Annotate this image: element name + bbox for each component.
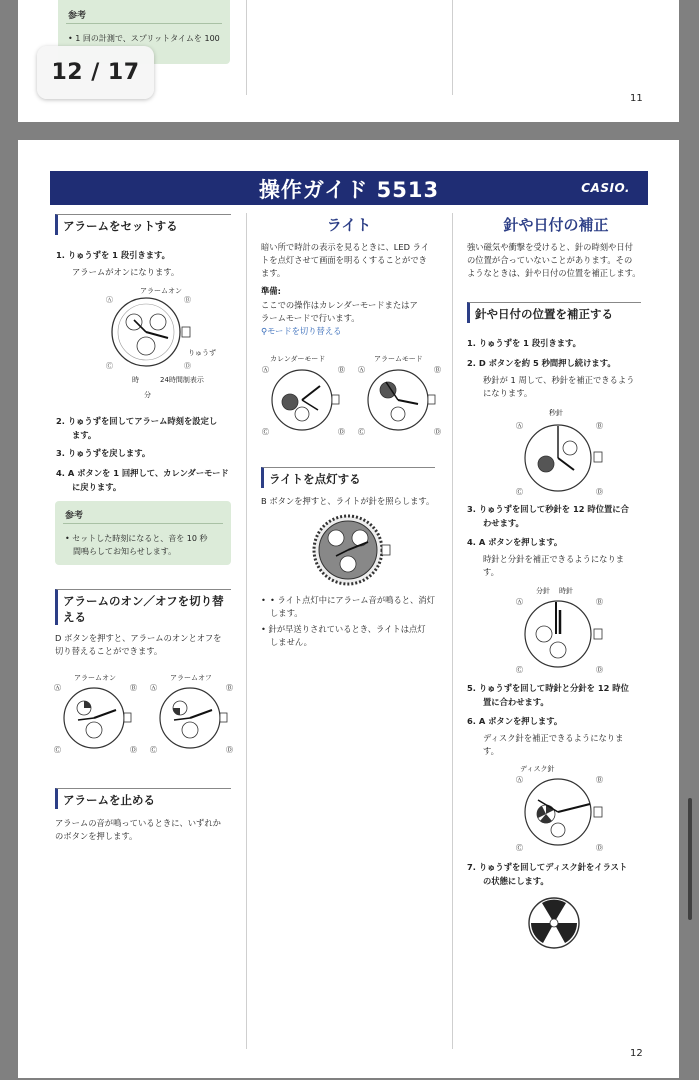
scrollbar-thumb[interactable] [688, 798, 692, 920]
svg-text:Ⓒ: Ⓒ [262, 428, 269, 436]
step-2-detail: になります。 [483, 388, 533, 398]
step-2: 2. りゅうずを回してアラーム時刻を設定し [56, 416, 218, 426]
section-heading-alarm-onoff [55, 589, 231, 625]
note-text: 間鳴らしてお知らせします。 [73, 547, 177, 556]
body-text: 強い磁気や衝撃を受けると、針の時刻や日付 [467, 242, 633, 252]
page-number: 11 [630, 93, 643, 104]
step-4: 4. A ボタンを押します。 [467, 537, 563, 547]
note-title: 参考 [65, 511, 84, 521]
svg-text:Ⓓ: Ⓓ [130, 746, 137, 754]
watch-illustration-alarm-mode [358, 364, 442, 440]
column-heading-hand-correction: 針や日付の補正 [503, 216, 609, 234]
note-box [55, 501, 231, 565]
svg-text:Ⓒ: Ⓒ [516, 844, 523, 852]
figure-label: 分 [144, 391, 151, 399]
page-title: 操作ガイド 5513 [258, 178, 440, 202]
figure-label: ディスク針 [520, 765, 555, 773]
section-heading-alarm-stop: アラームを止める [55, 788, 231, 809]
step-6-detail: ディスク針を補正できるようになりま [483, 733, 624, 743]
svg-text:Ⓑ: Ⓑ [338, 366, 345, 374]
svg-text:Ⓐ: Ⓐ [516, 598, 523, 606]
figure-label: アラームオン [74, 674, 116, 682]
prep-title: 準備: [261, 286, 281, 296]
body-text: ここでの操作はカレンダーモードまたはア [261, 300, 418, 310]
step-4-cont: に戻ります。 [72, 482, 122, 492]
figure-label: カレンダーモード [270, 355, 326, 363]
section-heading-alarm-set: アラームをセットする [55, 214, 231, 235]
step-3: 3. りゅうずを戻します。 [56, 448, 151, 458]
heading-line: える [63, 610, 86, 624]
svg-text:Ⓑ: Ⓑ [434, 366, 441, 374]
body-text: アラームの音が鳴っているときに、いずれか [55, 818, 221, 828]
figure-label: 24時間制表示 [160, 376, 204, 384]
svg-text:Ⓒ: Ⓒ [358, 428, 365, 436]
svg-text:Ⓒ: Ⓒ [516, 488, 523, 496]
bullet-text: • ライト点灯中にアラーム音が鳴ると、消灯 [270, 595, 435, 605]
page-counter: 12 / 17 [37, 46, 154, 99]
step-7: 7. りゅうずを回してディスク針をイラスト [467, 862, 628, 872]
note-text: • セットした時刻になると、音を 10 秒 [65, 534, 208, 543]
step-3: 3. りゅうずを回して秒針を 12 時位置に合 [467, 504, 629, 514]
bullet-cont: しません。 [270, 637, 312, 647]
svg-text:Ⓓ: Ⓓ [596, 488, 603, 496]
step-6: 6. A ボタンを押します。 [467, 716, 563, 726]
svg-text:Ⓒ: Ⓒ [516, 666, 523, 674]
figure-label: 時 [132, 376, 139, 384]
step-4-detail: す。 [483, 567, 499, 577]
step-7-cont: の状態にします。 [483, 876, 549, 886]
step-1-detail: アラームがオンになります。 [72, 267, 180, 277]
svg-text:Ⓐ: Ⓐ [106, 296, 113, 304]
figure-label: アラームオフ [170, 674, 212, 682]
body-text: D ボタンを押すと、アラームのオンとオフを [55, 633, 222, 643]
watch-illustration-light [306, 512, 396, 592]
figure-label: 時針 [559, 587, 573, 595]
link-text: モードを切り替える [267, 326, 342, 336]
svg-text:Ⓐ: Ⓐ [150, 684, 157, 692]
svg-text:Ⓑ: Ⓑ [596, 776, 603, 784]
body-text: 暗い所で時計の表示を見るときに、LED ライ [261, 242, 429, 252]
search-icon: ⚲ [261, 326, 268, 336]
svg-text:Ⓑ: Ⓑ [596, 422, 603, 430]
column-divider [246, 0, 247, 95]
step-5: 5. りゅうずを回して時針と分針を 12 時位 [467, 683, 629, 693]
watch-illustration-disk-hand [516, 774, 608, 856]
step-5-cont: 置に合わせます。 [483, 697, 549, 707]
svg-text:Ⓓ: Ⓓ [596, 844, 603, 852]
svg-text:Ⓓ: Ⓓ [226, 746, 233, 754]
svg-text:Ⓓ: Ⓓ [596, 666, 603, 674]
mode-switch-link[interactable] [261, 325, 341, 338]
section-heading-hand-position: 針や日付の位置を補正する [467, 302, 641, 323]
header-banner [50, 171, 648, 205]
column-divider [452, 213, 453, 1049]
svg-text:Ⓒ: Ⓒ [150, 746, 157, 754]
watch-illustration-second-hand [516, 418, 608, 500]
svg-text:Ⓓ: Ⓓ [434, 428, 441, 436]
svg-text:Ⓑ: Ⓑ [184, 296, 191, 304]
svg-text:Ⓑ: Ⓑ [130, 684, 137, 692]
body-text: のボタンを押します。 [55, 831, 138, 841]
svg-text:Ⓒ: Ⓒ [54, 746, 61, 754]
svg-text:Ⓓ: Ⓓ [184, 362, 191, 370]
svg-text:Ⓑ: Ⓑ [596, 598, 603, 606]
heading-line: アラームのオン／オフを切り替 [63, 594, 224, 608]
step-4-detail: 時針と分針を補正できるようになりま [483, 554, 625, 564]
watch-illustration-alarm [104, 292, 204, 380]
step-2-cont: ます。 [72, 430, 97, 440]
bullet-cont: します。 [270, 608, 303, 618]
figure-label: 分針 [536, 587, 550, 595]
step-1: 1. りゅうずを 1 段引きます。 [467, 338, 581, 348]
note-text: • 1 回の計測で、スプリットタイムを 100 [68, 34, 220, 43]
step-4: 4. A ボタンを 1 回押して、カレンダーモード [56, 468, 229, 478]
figure-label: 秒針 [549, 409, 563, 417]
body-text: ようなときは、針や日付の位置を補正します。 [467, 268, 641, 278]
page-number: 12 [630, 1048, 643, 1059]
column-divider [246, 213, 247, 1049]
note-divider [66, 23, 222, 24]
svg-text:Ⓐ: Ⓐ [54, 684, 61, 692]
figure-label: アラームモード [374, 355, 423, 363]
figure-label: りゅうず [188, 349, 216, 357]
watch-illustration-alarm-on [54, 682, 138, 758]
svg-text:Ⓐ: Ⓐ [516, 776, 523, 784]
step-2-detail: 秒針が 1 周して、秒針を補正できるよう [483, 375, 635, 385]
body-text: B ボタンを押すと、ライトが針を照らします。 [261, 496, 435, 506]
svg-text:Ⓓ: Ⓓ [338, 428, 345, 436]
note-divider [63, 523, 223, 524]
body-text: の位置が合っていないことがあります。その [467, 255, 633, 265]
svg-text:Ⓐ: Ⓐ [516, 422, 523, 430]
svg-text:Ⓐ: Ⓐ [358, 366, 365, 374]
step-3-cont: わせます。 [483, 518, 524, 528]
brand-logo: CASIO. [581, 181, 630, 195]
bullet-item: • 針が早送りされているとき、ライトは点灯 [261, 624, 426, 634]
body-text: トを点灯させて画面を明るくすることができ [261, 255, 427, 265]
step-2: 2. D ボタンを約 5 秒間押し続けます。 [467, 358, 616, 368]
column-heading-light: ライト [326, 216, 372, 234]
body-text: ます。 [261, 268, 286, 278]
step-1: 1. りゅうずを 1 段引きます。 [56, 250, 170, 260]
svg-text:Ⓒ: Ⓒ [106, 362, 113, 370]
current-page [18, 140, 679, 1078]
watch-illustration-hour-minute [516, 596, 608, 678]
body-text: 切り替えることができます。 [55, 646, 163, 656]
disk-hand-icon [527, 896, 581, 954]
step-6-detail: す。 [483, 746, 499, 756]
note-title: 参考 [68, 11, 87, 21]
watch-illustration-calendar-mode [262, 364, 346, 440]
figure-label: アラームオン [140, 287, 182, 295]
bullet-item [261, 594, 435, 607]
column-divider [452, 0, 453, 95]
watch-illustration-alarm-off [150, 682, 234, 758]
svg-text:Ⓐ: Ⓐ [262, 366, 269, 374]
section-heading-light-on: ライトを点灯する [261, 467, 435, 488]
body-text: ラームモードで行います。 [261, 313, 360, 323]
svg-text:Ⓑ: Ⓑ [226, 684, 233, 692]
